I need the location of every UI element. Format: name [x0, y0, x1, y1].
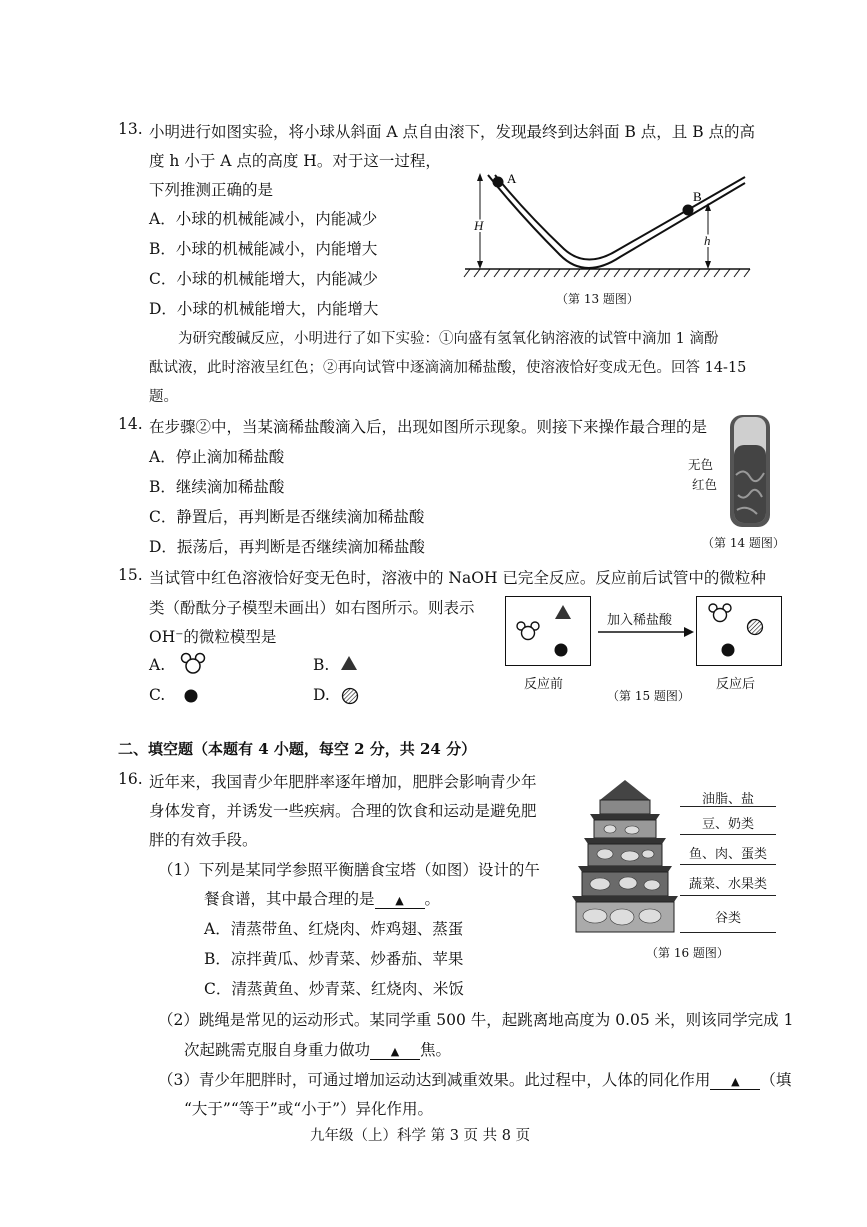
intro-line1: 为研究酸碱反应，小明进行了如下实验：①向盛有氢氧化钠溶液的试管中滴加 1 滴酚	[178, 331, 719, 347]
q13-option-b: B．小球的机械能减小，内能增大	[149, 240, 378, 258]
q13-label-big-h: H	[474, 218, 484, 233]
q16-number: 16.	[118, 770, 143, 788]
q16-part1-option-b: B．凉拌黄瓜、炒青菜、炒番茄、苹果	[204, 950, 464, 968]
q14-option-b: B．继续滴加稀盐酸	[149, 478, 285, 496]
q16-part1-line2	[204, 887, 440, 909]
q15-stem-line2: 类（酚酞分子模型未画出）如右图所示。则表示	[149, 599, 475, 617]
q16-food-pyramid-figure	[570, 778, 680, 938]
pyramid-divider	[680, 932, 776, 933]
q15-number: 15.	[118, 566, 143, 584]
q16-part1-text: 餐食谱，其中最合理的是	[204, 890, 375, 908]
q16-part1-option-a: A．清蒸带鱼、红烧肉、炸鸡翅、蒸蛋	[204, 920, 464, 938]
q15-option-b-label: B.	[313, 656, 330, 674]
q13-label-a: A	[507, 171, 517, 186]
q13-stem-line1: 小明进行如图实验，将小球从斜面 A 点自由滚下，发现最终到达斜面 B 点，且 B 点的高	[149, 123, 756, 141]
q14-stem: 在步骤②中，当某滴稀盐酸滴入后，出现如图所示现象。则接下来操作最合理的是	[149, 418, 708, 436]
q13-caption: （第 13 题图）	[556, 292, 639, 306]
q14-option-a: A．停止滴加稀盐酸	[149, 448, 285, 466]
q16-part3-line1	[158, 1068, 791, 1090]
q16-caption: （第 16 题图）	[646, 946, 729, 960]
intro-line2: 酞试液，此时溶液呈红色；②再向试管中逐滴滴加稀盐酸，使溶液恰好变成无色。回答 14-15	[149, 360, 747, 376]
pyramid-label-fish-meat-egg: 鱼、肉、蛋类	[688, 847, 767, 862]
q13-slope-figure	[460, 165, 760, 280]
q16-stem-line3: 胖的有效手段。	[149, 831, 258, 849]
q15-caption: （第 15 题图）	[607, 689, 690, 703]
q14-option-c: C．静置后，再判断是否继续滴加稀盐酸	[149, 508, 425, 526]
q15-after-particles	[700, 600, 778, 662]
intro-line3: 题。	[149, 389, 178, 405]
q16-part2-line2	[184, 1038, 451, 1060]
q13-stem-line3: 下列推测正确的是	[149, 181, 274, 199]
q15-stem-line1: 当试管中红色溶液恰好变无色时，溶液中的 NaOH 已完全反应。反应前后试管中的微粒种	[149, 569, 766, 587]
q16-stem-line1: 近年来，我国青少年肥胖率逐年增加，肥胖会影响青少年	[149, 773, 537, 791]
q15-option-a-molecule-icon	[180, 652, 206, 676]
q15-option-c-dot-icon	[182, 687, 200, 705]
q13-stem-line2: 度 h 小于 A 点的高度 H。对于这一过程，	[149, 152, 441, 170]
q14-caption: （第 14 题图）	[702, 536, 785, 550]
pyramid-label-oil-salt: 油脂、盐	[701, 792, 754, 807]
pyramid-label-bean-milk: 豆、奶类	[701, 817, 754, 832]
pyramid-divider	[680, 864, 776, 865]
q16-blank-mark: ▲	[395, 894, 404, 907]
q14-option-d: D．振荡后，再判断是否继续滴加稀盐酸	[149, 538, 425, 556]
q14-number: 14.	[118, 415, 143, 433]
q13-number: 13.	[118, 120, 143, 138]
q13-option-d: D．小球的机械能增大，内能增大	[149, 300, 379, 318]
q16-part2-text: 次起跳需克服自身重力做功	[184, 1041, 371, 1059]
q14-test-tube-figure	[720, 415, 780, 530]
q16-part1-end: 。	[424, 890, 441, 908]
q16-part3-text: （3）青少年肥胖时，可通过增加运动达到减重效果。此过程中，人体的同化作用	[158, 1071, 711, 1089]
pyramid-label-grain: 谷类	[714, 911, 741, 926]
q16-blank-mark: ▲	[731, 1075, 740, 1088]
q16-part3-end: （填	[760, 1071, 792, 1089]
q15-after-label: 反应后	[716, 677, 756, 692]
q15-option-b-triangle-icon	[340, 655, 358, 671]
section2-title: 二、填空题（本题有 4 小题，每空 2 分，共 24 分）	[118, 740, 477, 758]
page-footer: 九年级（上）科学 第 3 页 共 8 页	[310, 1128, 531, 1144]
q15-arrow-label: 加入稀盐酸	[607, 613, 673, 628]
q13-label-small-h: h	[704, 233, 711, 248]
q15-before-particles	[510, 600, 588, 662]
q13-label-b: B	[693, 189, 702, 204]
q15-before-label: 反应前	[524, 677, 564, 692]
q16-part1-line1: （1）下列是某同学参照平衡膳食宝塔（如图）设计的午	[158, 861, 540, 879]
q15-option-d-label: D.	[313, 686, 330, 704]
pyramid-label-vegetable-fruit: 蔬菜、水果类	[688, 877, 767, 892]
q16-part2-blank[interactable]	[370, 1041, 420, 1060]
pyramid-divider	[680, 834, 776, 835]
q13-option-c: C．小球的机械能增大，内能减少	[149, 270, 378, 288]
q15-option-c-label: C.	[149, 686, 166, 704]
q15-stem-line3: OH⁻的微粒模型是	[149, 628, 277, 646]
q16-blank-mark: ▲	[390, 1045, 400, 1058]
q16-stem-line2: 身体发育，并诱发一些疾病。合理的饮食和运动是避免肥	[149, 802, 537, 820]
q16-part1-blank[interactable]	[375, 890, 425, 909]
q16-part2-end: 焦。	[420, 1041, 452, 1059]
q16-part1-option-c: C．清蒸黄鱼、炒青菜、红烧肉、米饭	[204, 980, 464, 998]
q16-part3-blank[interactable]	[710, 1071, 760, 1090]
q13-option-a: A．小球的机械能减小，内能减少	[149, 210, 378, 228]
q14-label-colorless: 无色	[688, 457, 714, 472]
pyramid-divider	[680, 895, 776, 896]
q15-option-d-hatched-icon	[340, 686, 360, 706]
q16-part3-line2: “大于”“等于”或“小于”）异化作用。	[184, 1100, 434, 1118]
q16-part2-line1: （2）跳绳是常见的运动形式。某同学重 500 牛，起跳离地高度为 0.05 米，则该同学完成 1	[158, 1011, 794, 1029]
q14-label-red: 红色	[692, 477, 718, 492]
q15-option-a-label: A.	[149, 656, 166, 674]
